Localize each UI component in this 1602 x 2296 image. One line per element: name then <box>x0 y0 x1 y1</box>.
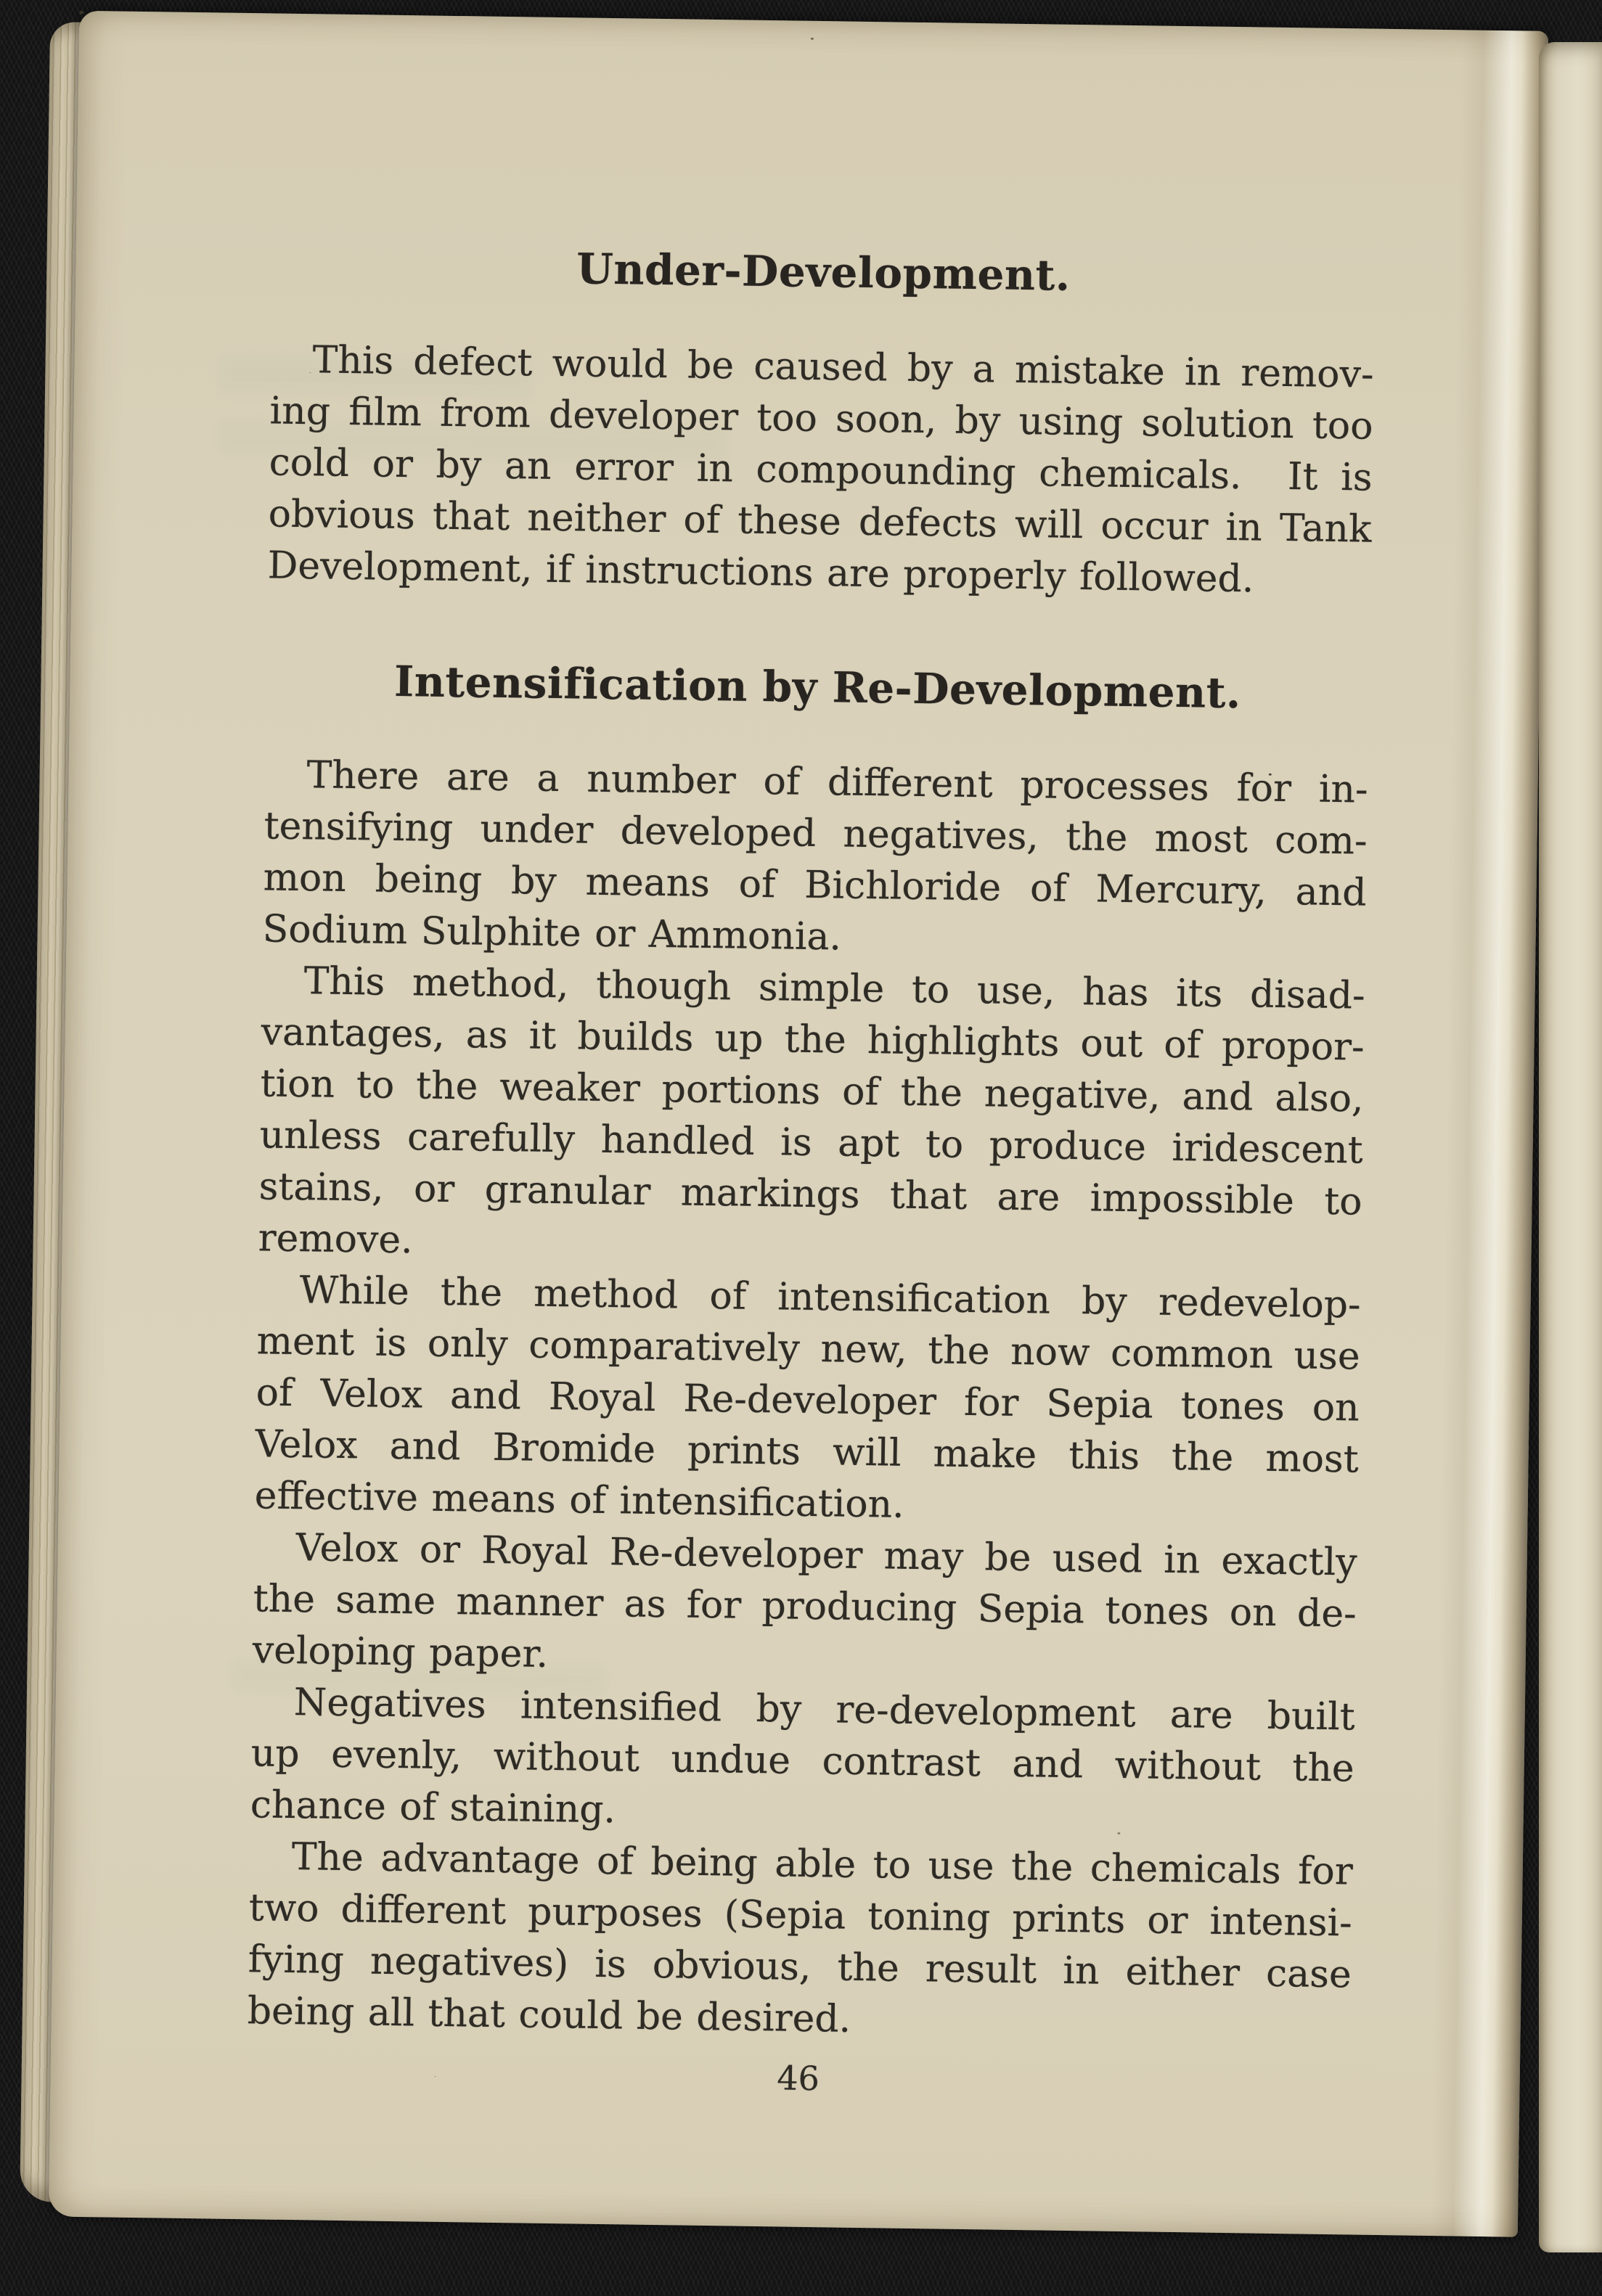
paper-speck <box>79 11 83 15</box>
text-line: Velox and Bromide prints will make this the most <box>255 1422 1360 1482</box>
text-line: tensifying under developed negatives, the most com- <box>263 804 1368 864</box>
page-text <box>245 13 1378 2234</box>
paragraph-group <box>247 749 1368 2052</box>
text-line: of Velox and Royal Re-developer for Sepia tones on <box>256 1371 1360 1430</box>
text-line: This defect would be caused by a mistake in remov- <box>312 338 1374 397</box>
text-line: unless carefully handled is apt to produce iridescent <box>259 1113 1364 1173</box>
text-line: vantages, as it builds up the highlights out of propor- <box>261 1010 1365 1070</box>
page-number: 46 <box>777 2058 820 2099</box>
text-line: remove. <box>258 1216 414 1263</box>
text-line: fying negatives) is obvious, the result in either case <box>248 1938 1352 1997</box>
text-line: Negatives intensified by re-development are built <box>293 1681 1356 1739</box>
text-line: being all that could be desired. <box>247 1989 851 2041</box>
text-line: veloping paper. <box>252 1628 549 1676</box>
text-line: While the method of intensification by redevelop- <box>299 1268 1362 1327</box>
text-line: up evenly, without undue contrast and without the <box>250 1731 1355 1791</box>
page-gutter-crease <box>1431 30 1548 2236</box>
text-line: the same manner as for producing Sepia tones on de- <box>253 1577 1357 1636</box>
book-page <box>49 11 1548 2237</box>
text-line: There are a number of different processes for in- <box>306 753 1368 812</box>
text-line: mon being by means of Bichloride of Mercury, and <box>263 856 1367 915</box>
text-line: two different purposes (Sepia toning prints or intensi- <box>248 1886 1353 1946</box>
section-heading-under-development: Under-Development. <box>576 244 1071 300</box>
text-line: This method, though simple to use, has its disad- <box>303 959 1365 1018</box>
text-line: obvious that neither of these defects will occur in Tank <box>268 492 1372 552</box>
text-line: cold or by an error in compounding chemicals. It is <box>269 440 1373 500</box>
text-line: ing film from developer too soon, by using solution too <box>269 389 1373 448</box>
adjacent-page-edge <box>1539 42 1602 2252</box>
text-line: The advantage of being able to use the chemicals for <box>291 1835 1354 1894</box>
text-line: Velox or Royal Re-developer may be used in exactly <box>295 1526 1358 1585</box>
text-line: tion to the weaker portions of the negative, and also, <box>260 1062 1364 1121</box>
text-line: stains, or granular markings that are impossible to <box>258 1165 1363 1224</box>
text-line: chance of staining. <box>250 1783 616 1832</box>
section-heading-intensification: Intensification by Re-Development. <box>393 656 1242 718</box>
text-line: Sodium Sulphite or Ammonia. <box>262 907 842 959</box>
text-line: Development, if instructions are properly followed. <box>267 544 1254 602</box>
paragraph <box>267 334 1374 607</box>
text-line: effective means of intensification. <box>254 1474 905 1527</box>
text-line: ment is only comparatively new, the now common use <box>256 1319 1361 1379</box>
